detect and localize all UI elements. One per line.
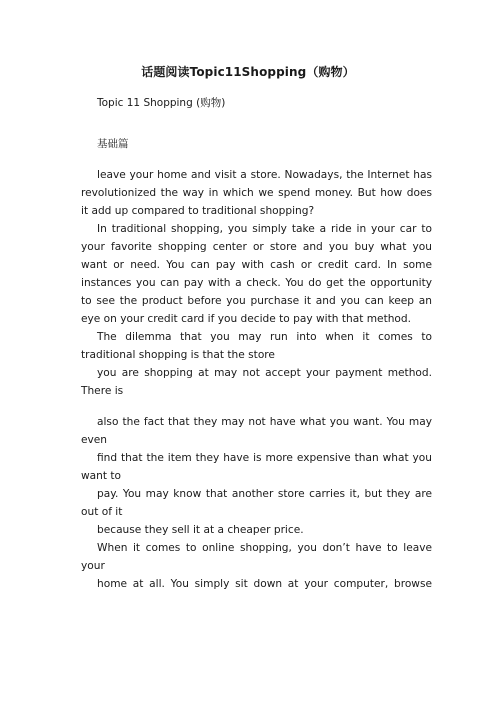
text-line: to see the product before you purchase it and you can keep an bbox=[81, 295, 432, 307]
text-line: want or need. You can pay with cash or credit card. In some bbox=[81, 259, 432, 271]
text-line: even bbox=[81, 434, 108, 446]
text-line: your bbox=[81, 560, 105, 572]
text-line: traditional shopping is that the store bbox=[81, 349, 275, 361]
text-line: There is bbox=[81, 385, 124, 397]
text-line: it add up compared to traditional shopping? bbox=[81, 205, 315, 217]
topic-heading: Topic 11 Shopping (购物) bbox=[97, 97, 226, 109]
text-line: find that the item they have is more expensive than what you bbox=[97, 452, 432, 464]
text-line: pay. You may know that another store carries it, but they are bbox=[97, 488, 432, 500]
text-line: leave your home and visit a store. Nowadays, the Internet has bbox=[97, 169, 432, 181]
text-line: also the fact that they may not have what you want. You may bbox=[97, 416, 432, 428]
text-line: revolutionized the way in which we spend money. But how does bbox=[81, 187, 432, 199]
text-line: home at all. You simply sit down at your computer, browse bbox=[97, 578, 432, 590]
text-line: eye on your credit card if you decide to pay with that method. bbox=[81, 313, 412, 325]
text-line: you are shopping at may not accept your payment method. bbox=[97, 367, 432, 379]
text-line: In traditional shopping, you simply take a ride in your car to bbox=[97, 223, 432, 235]
section-heading: 基础篇 bbox=[97, 138, 129, 150]
document-title: 话题阅读Topic11Shopping（购物） bbox=[141, 65, 355, 79]
text-line: want to bbox=[81, 470, 122, 482]
text-line: The dilemma that you may run into when it comes to bbox=[97, 331, 432, 343]
text-line: out of it bbox=[81, 506, 123, 518]
text-line: instances you can pay with a check. You do get the opportunity bbox=[81, 277, 432, 289]
text-line: your favorite shopping center or store and you buy what you bbox=[81, 241, 432, 253]
text-line: When it comes to online shopping, you don’t have to leave bbox=[97, 542, 432, 554]
text-line: because they sell it at a cheaper price. bbox=[97, 524, 304, 536]
